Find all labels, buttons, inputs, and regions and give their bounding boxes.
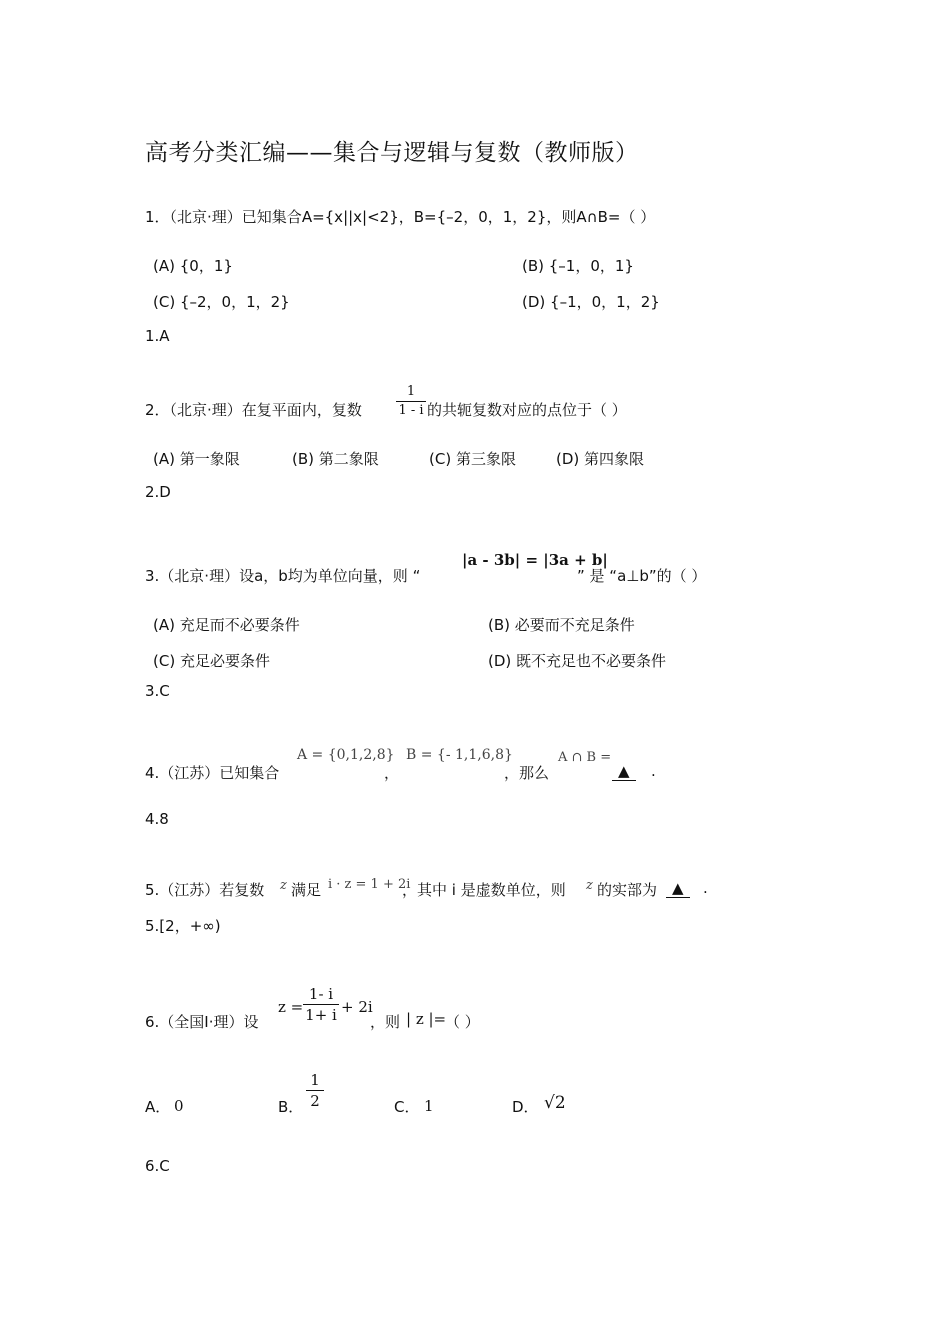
q6-option-b-bar	[306, 1090, 324, 1091]
q2-option-a: (A) 第一象限	[153, 450, 240, 468]
q5-stem-mid-3: 的实部为	[597, 881, 658, 899]
q2-answer: 2.D	[145, 483, 171, 501]
q4-comma-1: ，	[384, 764, 400, 782]
q5-var-z-2: z	[586, 878, 593, 893]
q5-blank-marker: ▲	[666, 879, 690, 898]
q5-equation: i · z = 1 + 2i	[328, 877, 411, 892]
q5-var-z-1: z	[280, 878, 287, 893]
q6-fraction-bar	[303, 1004, 339, 1005]
q2-option-c: (C) 第三象限	[429, 450, 516, 468]
q4-answer: 4.8	[145, 810, 169, 828]
q3-stem-before: 3.（北京·理）设a，b均为单位向量，则 “	[145, 567, 421, 585]
q6-option-a-label: A．	[145, 1098, 171, 1116]
q2-fraction-denominator: 1 - i	[398, 403, 424, 418]
q6-stem-mid: ，则	[370, 1013, 401, 1031]
q1-stem: 1．（北京·理）已知集合A={x||x|<2}，B={–2，0，1，2}，则A∩B=（ ）	[145, 208, 656, 226]
q5-stem-mid-2: ，其中 i 是虚数单位，则	[402, 881, 566, 899]
q6-option-d-label: D．	[512, 1098, 539, 1116]
q1-option-a: (A) {0，1}	[153, 257, 233, 275]
q3-option-a: (A) 充足而不必要条件	[153, 616, 300, 634]
q1-option-b: (B) {–1，0，1}	[522, 257, 634, 275]
page-title: 高考分类汇编——集合与逻辑与复数（教师版）	[145, 140, 639, 166]
q5-answer-blank	[666, 879, 690, 898]
q4-blank-marker: ▲	[612, 762, 636, 781]
q3-answer: 3.C	[145, 682, 170, 700]
q2-stem-after: 的共轭复数对应的点位于（ ）	[427, 401, 627, 419]
q6-option-b-numerator: 1	[310, 1071, 320, 1089]
q2-fraction	[396, 384, 426, 419]
q4-intersection: A ∩ B =	[558, 750, 612, 765]
q2-option-d: (D) 第四象限	[556, 450, 645, 468]
q6-fraction-denominator: 1+ i	[305, 1006, 337, 1024]
q3-option-d: (D) 既不充足也不必要条件	[488, 652, 667, 670]
q6-plus-2i: + 2i	[341, 998, 373, 1016]
q4-stem-before: 4.（江苏）已知集合	[145, 764, 280, 782]
q4-set-b: B = {- 1,1,6,8}	[406, 747, 513, 763]
q5-period: .	[703, 879, 708, 897]
q6-fraction	[303, 985, 339, 1024]
q5-answer: 5.[2，+∞)	[145, 917, 221, 935]
q3-option-c: (C) 充足必要条件	[153, 652, 270, 670]
q4-period: .	[651, 762, 656, 780]
q2-stem-before: 2．（北京·理）在复平面内，复数	[145, 401, 362, 419]
q1-answer: 1.A	[145, 327, 170, 345]
q2-fraction-bar	[396, 401, 426, 402]
q5-stem-before: 5.（江苏）若复数	[145, 881, 265, 899]
q6-option-a-value: 0	[174, 1097, 184, 1115]
q6-abs-z: | z |=	[406, 1010, 447, 1028]
q1-option-c: (C) {–2，0，1，2}	[153, 293, 290, 311]
q6-option-d-value: √2	[544, 1093, 566, 1113]
q6-option-c-label: C．	[394, 1098, 420, 1116]
q6-option-b-fraction	[306, 1071, 324, 1110]
q5-stem-mid-1: 满足	[291, 881, 322, 899]
q6-answer: 6.C	[145, 1157, 170, 1175]
q6-option-b-label: B．	[278, 1098, 304, 1116]
q6-option-b-denominator: 2	[310, 1092, 320, 1110]
q3-vector-equation: |a - 3b| = |3a + b|	[462, 551, 608, 569]
q6-option-c-value: 1	[424, 1097, 434, 1115]
q2-option-b: (B) 第二象限	[292, 450, 379, 468]
q6-z-equals: z =	[278, 998, 304, 1016]
q6-fraction-numerator: 1- i	[308, 985, 334, 1003]
q4-comma-2: ，那么	[504, 764, 550, 782]
q4-set-a: A = {0,1,2,8}	[297, 747, 395, 763]
q6-stem-tail: （ ）	[445, 1013, 480, 1031]
q3-stem-after: ” 是 “a⊥b”的（ ）	[577, 567, 707, 585]
q3-option-b: (B) 必要而不充足条件	[488, 616, 635, 634]
q6-stem-before: 6.（全国Ⅰ·理）设	[145, 1013, 259, 1031]
q4-answer-blank	[612, 762, 636, 781]
q1-option-d: (D) {–1，0，1，2}	[522, 293, 660, 311]
q2-fraction-numerator: 1	[406, 384, 416, 399]
